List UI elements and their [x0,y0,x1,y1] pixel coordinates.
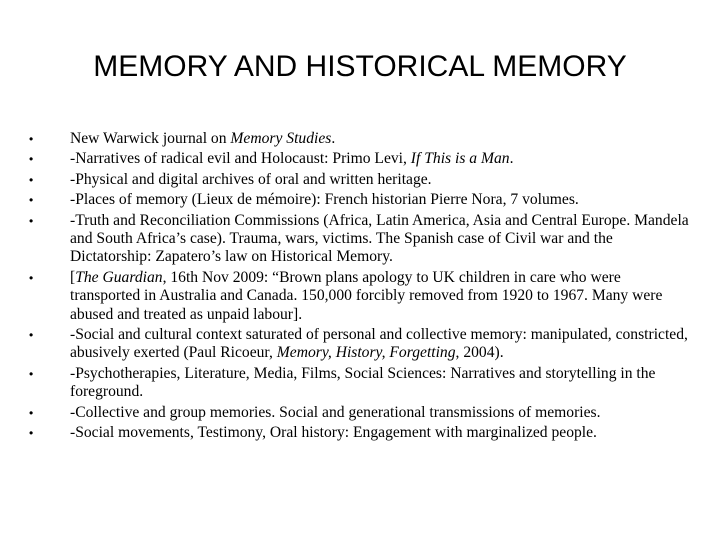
bullet-text [70,171,690,189]
slide-title: MEMORY AND HISTORICAL MEMORY [93,50,627,83]
bullet-marker: • [29,193,34,208]
bullet-text-part: [ [70,268,76,286]
bullet-item [0,212,720,267]
bullet-item [0,130,720,148]
newspaper-title: The Guardian [75,268,163,286]
bullet-text-part: , 16th Nov 2009: “Brown plans apology to UK children in care who were transported in Australia and Canada. 150,000 forcibly removed from 1920 to 1967. Many were abused and treated as unpaid labour]. [70,268,663,323]
bullet-text [70,365,690,402]
bullet-text [70,424,690,442]
bullet-item [0,404,720,422]
bullet-marker: • [29,405,34,420]
bullet-item [0,269,720,324]
bullet-text [70,326,690,363]
bullet-item [0,424,720,442]
bullet-text-part: -Physical and digital archives of oral and written heritage. [70,170,432,188]
bullet-marker: • [29,366,34,381]
bullet-text-part: , 2004). [455,344,504,362]
bullet-text-part: -Social movements, Testimony, Oral history: Engagement with marginalized people. [70,424,597,442]
bullet-text [70,404,690,422]
bullet-text-part: -Narratives of radical evil and Holocaust: Primo Levi, [70,150,411,168]
bullet-marker: • [29,328,34,343]
bullet-text [70,269,690,324]
bullet-item [0,326,720,363]
bullet-item [0,150,720,168]
bullet-list [0,130,720,445]
bullet-text-part: -Places of memory (Lieux de mémoire): French historian Pierre Nora, 7 volumes. [70,191,579,209]
bullet-text-part: -Psychotherapies, Literature, Media, Films, Social Sciences: Narratives and storytelling in the foreground. [70,364,656,401]
bullet-text-part: . [331,130,336,147]
bullet-marker: • [29,213,34,228]
bullet-marker: • [29,132,34,146]
bullet-text [70,150,690,168]
bullet-text-part: -Truth and Reconciliation Commissions (Africa, Latin America, Asia and Central Europe. Mandela and South Africa’s case). Trauma, wars, victims. The Spanish case of Civil war and the Dictatorship: Zapatero’s law on Historical Memory. [70,211,689,266]
bullet-text-part: -Social and cultural context saturated of personal and collective memory: manipulated, constricted, abusively exerted (Paul Ricoeur, [70,326,688,362]
bullet-marker: • [29,152,34,167]
book-title: Memory, History, Forgetting [276,344,456,362]
bullet-text-part: New Warwick journal on [70,130,231,147]
bullet-item [0,191,720,209]
book-title: If This is a Man [410,150,510,168]
bullet-marker: • [29,172,34,187]
bullet-text [70,212,690,267]
bullet-text [70,191,690,209]
bullet-marker: • [29,270,34,285]
bullet-marker: • [29,426,34,441]
bullet-text-part: . [509,150,514,168]
bullet-item [0,365,720,402]
bullet-text [70,130,690,148]
bullet-text-part: -Collective and group memories. Social and generational transmissions of memories. [70,403,601,421]
journal-title: Memory Studies [230,130,332,147]
bullet-item [0,171,720,189]
